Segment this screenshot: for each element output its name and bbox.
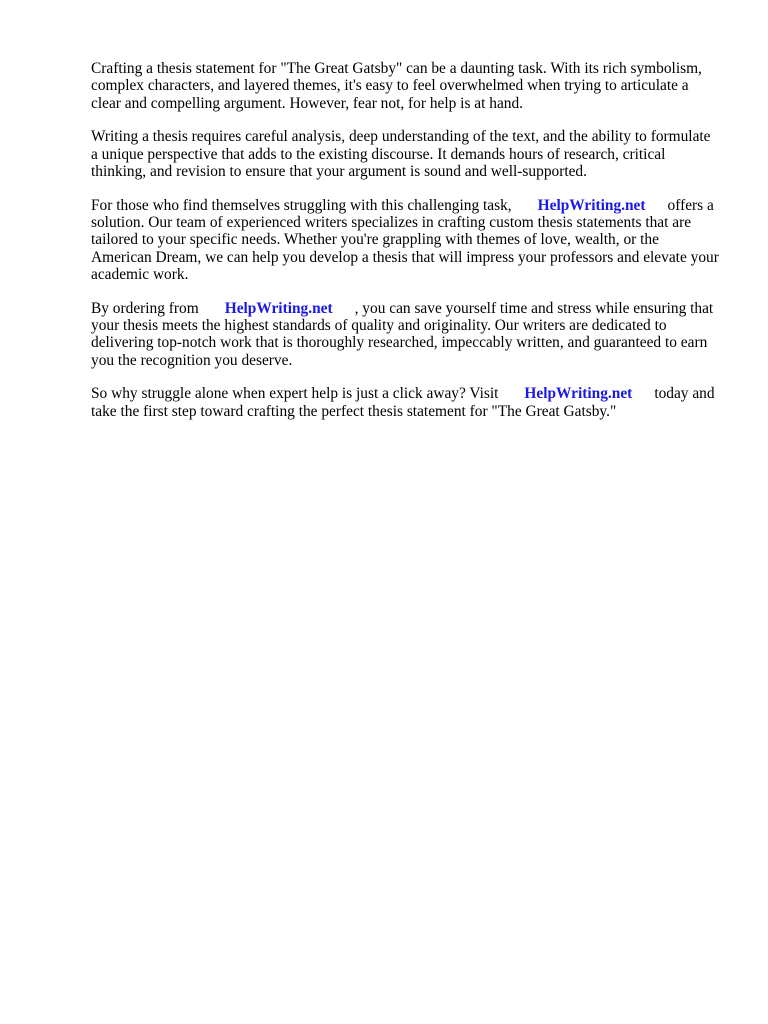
paragraph-call-to-action: [91, 385, 721, 420]
paragraph-thesis-requirements: [91, 128, 721, 180]
document-page: [91, 60, 721, 437]
paragraph-solution-text-after: offers a solution. Our team of experienced writers specializes in crafting custom thesis statements that are tailored to your specific needs. Whether you're grappling with themes of love, wealth, or the American Dream, we can help you develop a thesis that will impress your professors and elevate your academic work.: [91, 196, 719, 283]
paragraph-call-to-action-text-after: today and take the first step toward crafting the perfect thesis statement for "The Great Gatsby.": [91, 385, 715, 420]
paragraph-ordering-text-after: , you can save yourself time and stress while ensuring that your thesis meets the highest standards of quality and originality. Our writers are dedicated to delivering top-notch work that is thoroughly researched, impeccably written, and guaranteed to earn you the recognition you deserve.: [91, 299, 714, 369]
helpwriting-link-3[interactable]: HelpWriting.net: [524, 385, 633, 403]
paragraph-intro-text: Crafting a thesis statement for "The Great Gatsby" can be a daunting task. With its rich symbolism, complex characters, and layered themes, it's easy to feel overwhelmed when trying to articulate a clear and compelling argument. However, fear not, for help is at hand.: [91, 60, 702, 112]
helpwriting-link-1[interactable]: HelpWriting.net: [537, 196, 646, 214]
paragraph-solution: [91, 197, 721, 283]
paragraph-solution-text-before: For those who find themselves struggling with this challenging task,: [91, 196, 512, 214]
paragraph-thesis-requirements-text: Writing a thesis requires careful analysis, deep understanding of the text, and the ability to formulate a unique perspective that adds to the existing discourse. It demands hours of research, critical thinking, and revision to ensure that your argument is sound and well-supported.: [91, 128, 711, 180]
paragraph-ordering-text-before: By ordering from: [91, 299, 199, 317]
paragraph-call-to-action-text-before: So why struggle alone when expert help is just a click away? Visit: [91, 385, 499, 403]
helpwriting-link-2[interactable]: HelpWriting.net: [224, 299, 333, 317]
paragraph-ordering: [91, 300, 721, 369]
paragraph-intro: [91, 60, 721, 112]
